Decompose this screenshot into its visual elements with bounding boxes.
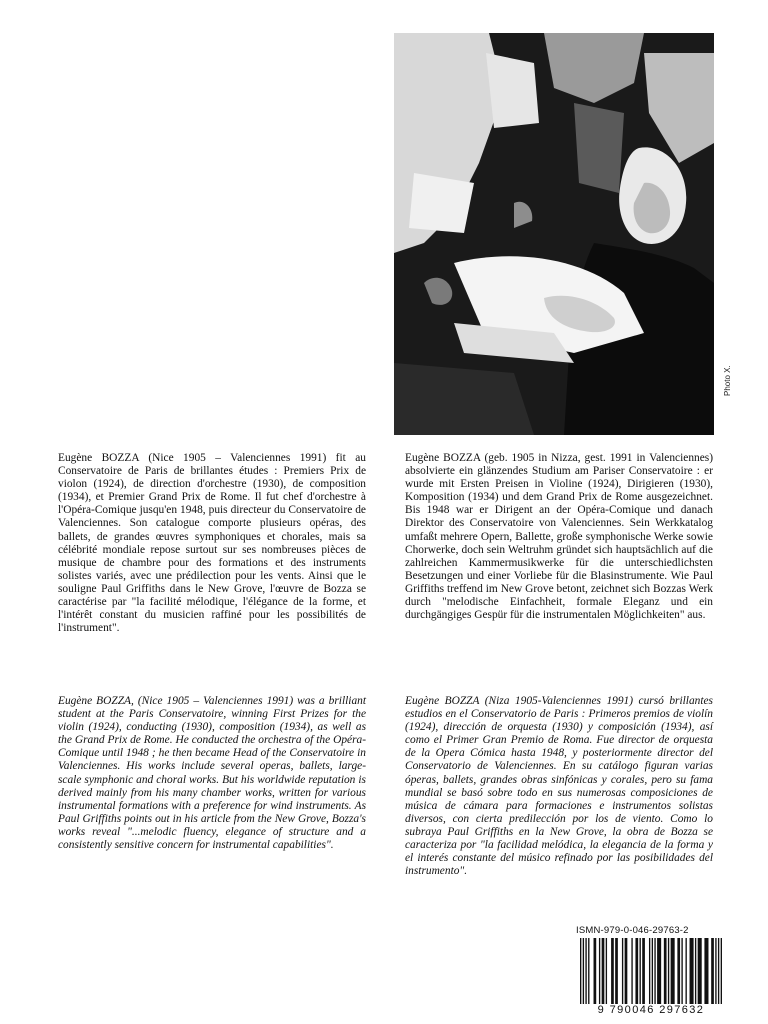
bio-english <box>58 695 366 852</box>
barcode <box>578 938 724 1004</box>
barcode-bar <box>677 938 680 1004</box>
barcode-bar <box>704 938 708 1004</box>
barcode-bar <box>631 938 632 1004</box>
bio-french <box>58 452 366 635</box>
barcode-bar <box>657 938 661 1004</box>
composer-photo-image <box>394 33 714 435</box>
barcode-bar <box>721 938 722 1004</box>
barcode-bar <box>671 938 675 1004</box>
barcode-bar <box>640 938 641 1004</box>
barcode-bar <box>635 938 638 1004</box>
barcode-bar <box>711 938 714 1004</box>
barcode-bar <box>718 938 719 1004</box>
bio-german <box>405 452 713 622</box>
barcode-bar <box>654 938 655 1004</box>
photo-credit: Photo X. <box>723 365 732 396</box>
barcode-digits: 9 790046 297632 <box>597 1004 705 1016</box>
barcode-bar <box>588 938 589 1004</box>
barcode-bar <box>594 938 597 1004</box>
barcode-bar <box>668 938 669 1004</box>
barcode-bar <box>690 938 694 1004</box>
barcode-bar <box>583 938 584 1004</box>
barcode-bar <box>602 938 605 1004</box>
barcode-bar <box>625 938 628 1004</box>
barcode-bar <box>652 938 653 1004</box>
composer-photo <box>394 33 714 435</box>
barcode-bar <box>642 938 645 1004</box>
barcode-bar <box>698 938 702 1004</box>
barcode-bar <box>606 938 607 1004</box>
barcode-bar <box>622 938 623 1004</box>
barcode-bar <box>681 938 682 1004</box>
barcode-bar <box>611 938 614 1004</box>
barcode-bar <box>685 938 686 1004</box>
barcode-bar <box>695 938 696 1004</box>
ismn-label: ISMN-979-0-046-29763-2 <box>576 925 689 936</box>
bio-spanish-text: Eugène BOZZA (Niza 1905-Valenciennes 1991) cursó brillantes estudios en el Conservatorio de Paris : Primeros premios de violín (1924), dirección de orquesta (1930) y composición (1934), así como el Primer Gran Premio de Roma. Fue director de orquesta de la Opera Cómica hasta 1948, y posteriormente director del Conservatorio de Valenciennes. En su catálogo figuran varias óperas, ballets, grandes obras sinfónicas y corales, pero su fama mundial se basó sobre todo en sus numerosas composiciones de música de cámara para formaciones e instrumentos solistas diversos, con cierta predilección por los de viento. Como lo subraya Paul Griffiths en la New Grove, la obra de Bozza se caracteriza por "la facilidad melódica, la elegancia de la forma y el interés constante del músico refinado por las posibilidades del instrumento". <box>405 695 713 878</box>
barcode-bar <box>585 938 586 1004</box>
barcode-bar <box>580 938 581 1004</box>
bio-english-text: Eugène BOZZA, (Nice 1905 – Valenciennes 1991) was a brilliant student at the Paris Conservatoire, winning First Prizes for the violin (1924), conducting (1930), composition (1934), as well as the Grand Prix de Rome. He conducted the orchestra of the Opéra-Comique until 1948 ; he then became Head of the Conservatoire in Valenciennes. His works include several operas, ballets, large-scale symphonic and choral works. But his worldwide reputation is derived mainly from his many chamber works, written for various instrumental formations with a preference for wind instruments. As Paul Griffiths points out in his article from the New Grove, Bozza's works reveal "...melodic fluency, elegance of structure and a consistently sensitive concern for instrumental capabilities". <box>58 695 366 852</box>
barcode-bar <box>715 938 716 1004</box>
bio-spanish <box>405 695 713 878</box>
bio-german-text: Eugène BOZZA (geb. 1905 in Nizza, gest. 1991 in Valenciennes) absolvierte ein glänzendes Studium am Pariser Conservatoire : er wurde mit Ersten Preisen in Violine (1924), Dirigieren (1930), Komposition (1934) und dem Grand Prix de Rome ausgezeichnet. Bis 1948 war er Dirigent an der Opéra-Comique und danach Direktor des Conservatoire von Valenciennes. Sein Werkkatalog umfaßt mehrere Opern, Ballette, große symphonische Werke sowie Chorwerke, doch sein Weltruhm gründet sich hauptsächlich auf die zahlreichen Kammermusikwerke für die unterschiedlichsten Besetzungen und einer Vorliebe für die Blasinstrumente. Wie Paul Griffiths treffend im New Grove betont, zeichnet sich Bozzas Werk durch "melodische Einfachheit, formale Eleganz und ein durchgängiges Gespür für die instrumentalen Möglichkeiten" aus. <box>405 452 713 622</box>
barcode-bar <box>664 938 667 1004</box>
barcode-bar <box>615 938 618 1004</box>
bio-french-text: Eugène BOZZA (Nice 1905 – Valenciennes 1991) fit au Conservatoire de Paris de brillantes études : Premiers Prix de violon (1924), de direction d'orchestre (1930), de composition (1934), et Premier Grand Prix de Rome. Il fut chef d'orchestre à l'Opéra-Comique jusqu'en 1948, puis directeur du Conservatoire de Valenciennes. Son catalogue comporte plusieurs opéras, des ballets, de grandes œuvres symphoniques et chorales, mais sa célébrité mondiale repose surtout sur ses nombreuses pièces de musique de chambre pour des formations et des instruments solistes variés, avec une prédilection pour les vents. Ainsi que le souligne Paul Griffiths dans le New Grove, l'œuvre de Bozza se caractérise par "la facilité mélodique, l'élégance de la forme, et l'intérêt constant du musicien raffiné pour les possibilités de l'instrument". <box>58 452 366 635</box>
barcode-bar <box>599 938 600 1004</box>
barcode-bar <box>649 938 650 1004</box>
barcode-bars <box>578 938 724 1004</box>
